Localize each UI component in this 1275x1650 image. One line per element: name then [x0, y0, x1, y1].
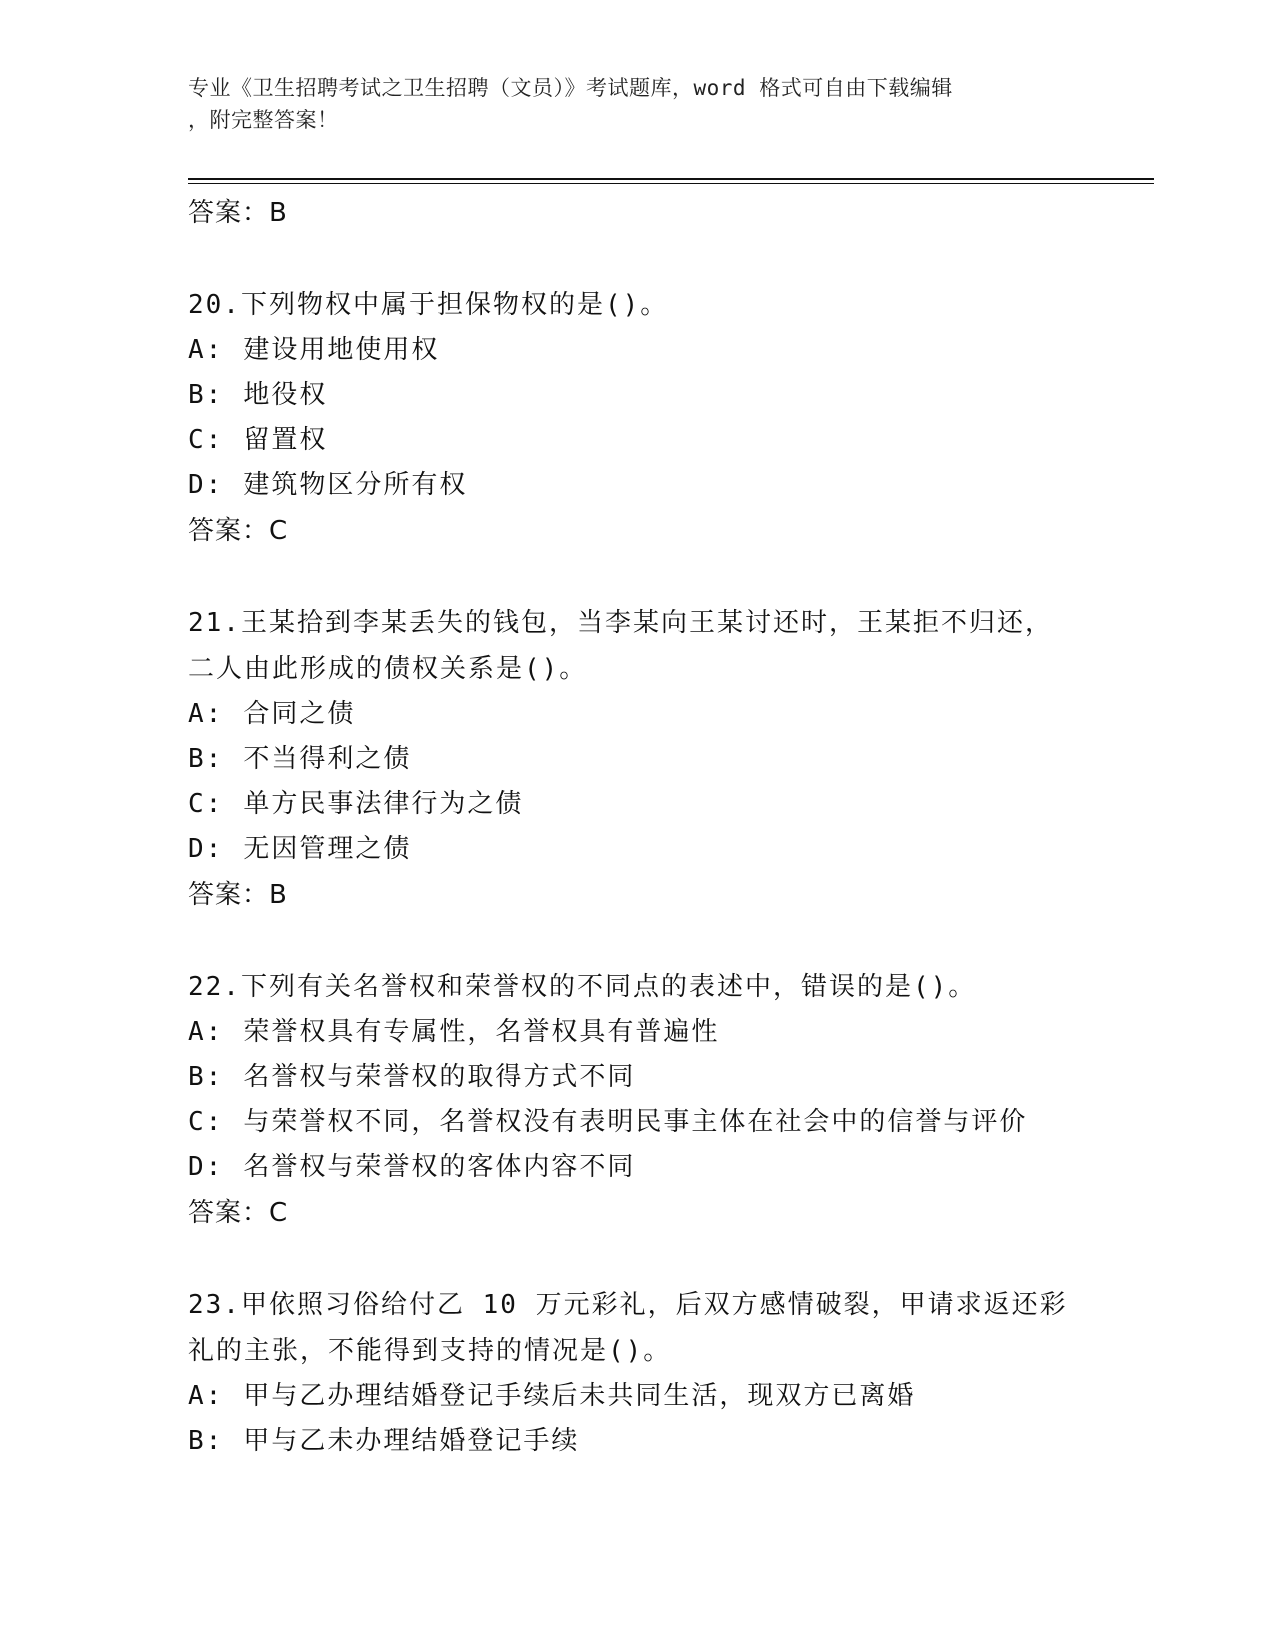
document-header — [188, 72, 1088, 136]
question-text — [188, 1282, 1088, 1374]
option-letter: A: — [188, 699, 224, 729]
option-item — [188, 782, 1088, 827]
option-text: 单方民事法律行为之债 — [243, 789, 524, 819]
option-letter: B: — [188, 1426, 224, 1456]
option-letter: A: — [188, 335, 224, 365]
option-item — [188, 737, 1088, 782]
option-item — [188, 1055, 1088, 1100]
option-text: 无因管理之债 — [243, 834, 412, 864]
option-text: 合同之债 — [243, 699, 356, 729]
option-item — [188, 827, 1088, 872]
option-letter: B: — [188, 380, 224, 410]
option-text: 甲与乙办理结婚登记手续后未共同生活，现双方已离婚 — [243, 1381, 916, 1411]
question-line: 二人由此形成的债权关系是()。 — [188, 654, 588, 684]
option-letter: A: — [188, 1381, 224, 1411]
option-letter: D: — [188, 834, 224, 864]
option-letter: C: — [188, 425, 224, 455]
option-letter: D: — [188, 470, 224, 500]
option-letter: B: — [188, 1062, 224, 1092]
option-item — [188, 418, 1088, 463]
question-line: 20.下列物权中属于担保物权的是()。 — [188, 290, 669, 320]
option-letter: B: — [188, 744, 224, 774]
option-letter: D: — [188, 1152, 224, 1182]
header-line-2: ，附完整答案！ — [188, 108, 339, 132]
option-text: 地役权 — [243, 380, 328, 410]
answer-line: 答案：B — [188, 880, 288, 910]
option-text: 留置权 — [243, 425, 328, 455]
question-line: 21.王某拾到李某丢失的钱包，当李某向王某讨还时，王某拒不归还， — [188, 608, 1053, 638]
question-line: 23.甲依照习俗给付乙 10 万元彩礼，后双方感情破裂，甲请求返还彩 — [188, 1290, 1068, 1320]
option-text: 建筑物区分所有权 — [243, 470, 468, 500]
header-line-1: 专业《卫生招聘考试之卫生招聘（文员）》考试题库，word 格式可自由下载编辑 — [188, 76, 953, 100]
option-text: 建设用地使用权 — [243, 335, 440, 365]
question-text — [188, 282, 1088, 328]
question-line: 22.下列有关名誉权和荣誉权的不同点的表述中，错误的是()。 — [188, 972, 977, 1002]
option-text: 名誉权与荣誉权的取得方式不同 — [243, 1062, 636, 1092]
option-item — [188, 1100, 1088, 1145]
question-line: 礼的主张，不能得到支持的情况是()。 — [188, 1336, 672, 1366]
option-item — [188, 1374, 1088, 1419]
option-text: 名誉权与荣誉权的客体内容不同 — [243, 1152, 636, 1182]
header-rule-thick — [188, 178, 1154, 180]
option-item — [188, 328, 1088, 373]
question-text — [188, 964, 1088, 1010]
option-item — [188, 1010, 1088, 1055]
question-list — [188, 190, 1088, 1464]
option-item — [188, 463, 1088, 508]
spacer — [188, 1236, 1088, 1282]
option-text: 与荣誉权不同，名誉权没有表明民事主体在社会中的信誉与评价 — [243, 1107, 1028, 1137]
spacer — [188, 554, 1088, 600]
spacer — [188, 918, 1088, 964]
option-letter: A: — [188, 1017, 224, 1047]
spacer — [188, 236, 1088, 282]
answer-line: 答案：C — [188, 1198, 289, 1228]
option-letter: C: — [188, 1107, 224, 1137]
option-item — [188, 692, 1088, 737]
header-rule-thin — [188, 183, 1154, 184]
answer-line: 答案：C — [188, 516, 289, 546]
option-item — [188, 373, 1088, 418]
option-text: 甲与乙未办理结婚登记手续 — [243, 1426, 580, 1456]
question-text — [188, 600, 1088, 692]
option-text: 荣誉权具有专属性，名誉权具有普遍性 — [243, 1017, 720, 1047]
option-item — [188, 1145, 1088, 1190]
option-text: 不当得利之债 — [243, 744, 412, 774]
option-item — [188, 1419, 1088, 1464]
option-letter: C: — [188, 789, 224, 819]
answer-line: 答案：B — [188, 198, 288, 228]
